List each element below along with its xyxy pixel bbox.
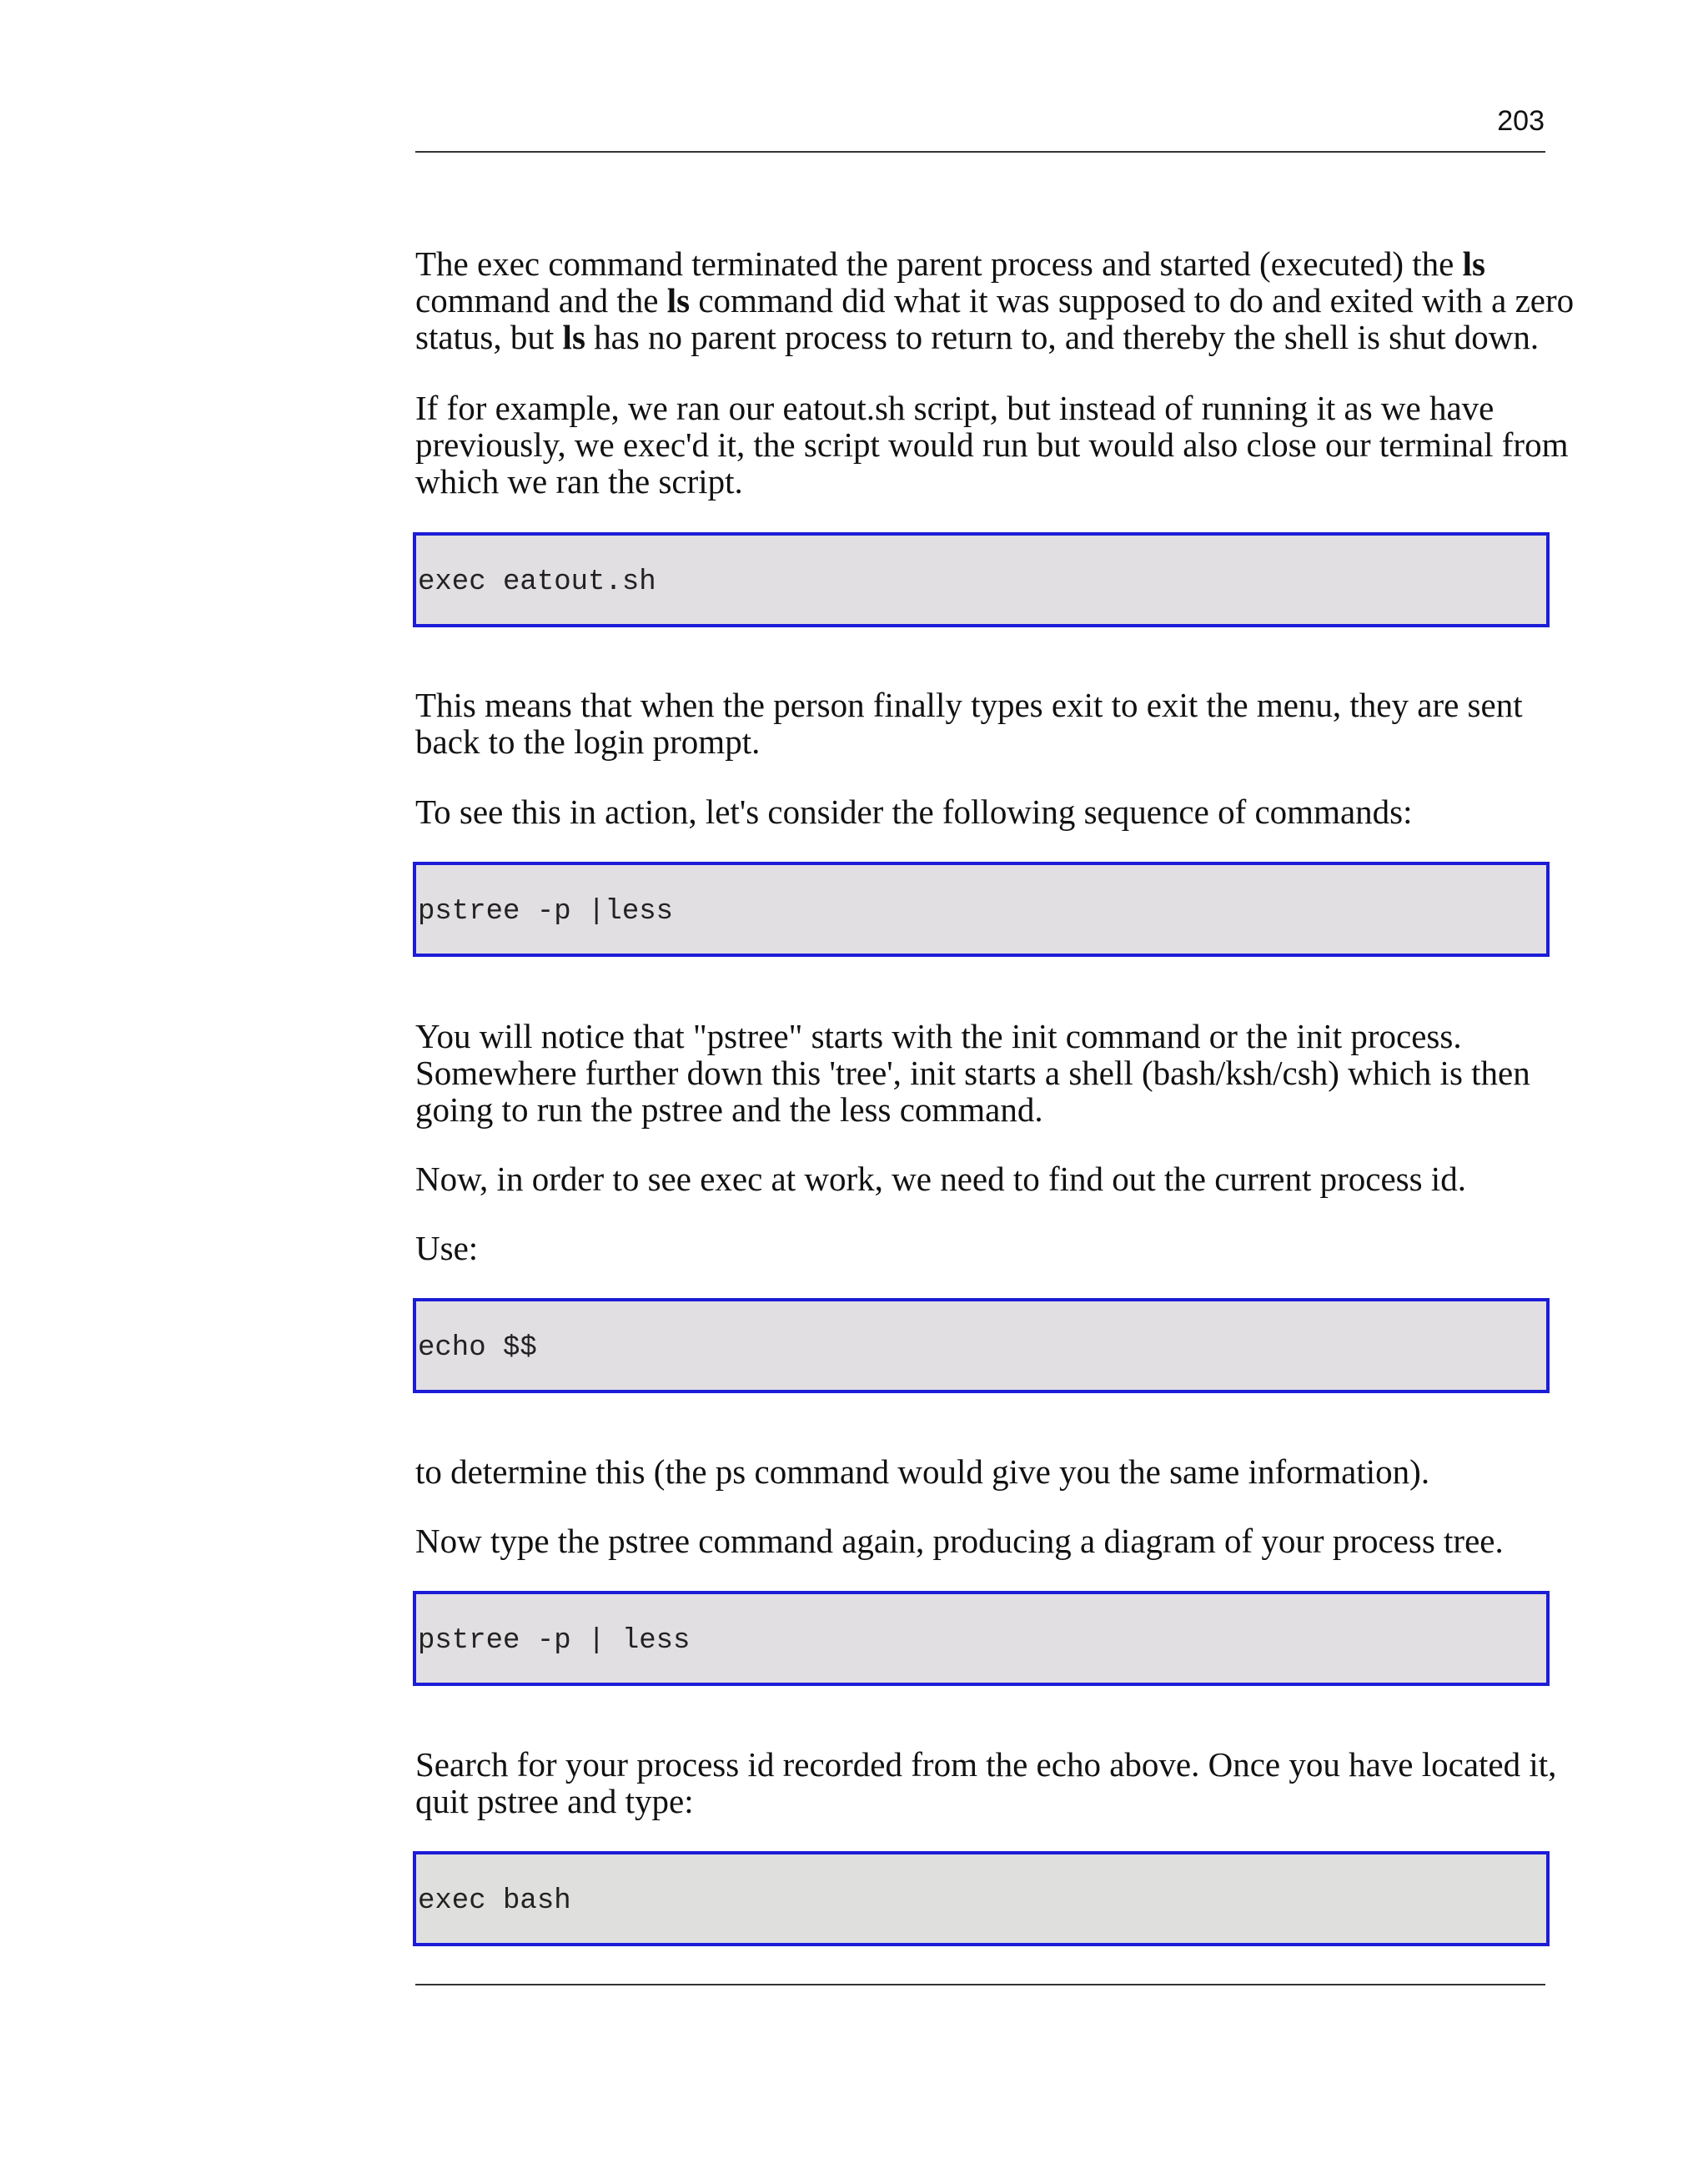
text-line: previously, we exec'd it, the script would run but would also close our terminal from — [415, 425, 1569, 464]
text-line: This means that when the person finally types exit to exit the menu, they are sent — [415, 686, 1523, 724]
footer-rule — [415, 1984, 1545, 1985]
text-line: which we ran the script. — [415, 462, 743, 501]
page-number: 203 — [1497, 105, 1545, 137]
paragraph-login-prompt — [415, 687, 1550, 760]
text-line: Now type the pstree command again, producing a diagram of your process tree. — [415, 1522, 1504, 1560]
code-block-exec-bash — [413, 1851, 1550, 1946]
code-block-pstree-less-2 — [413, 1591, 1550, 1686]
text-line: If for example, we ran our eatout.sh script, but instead of running it as we have — [415, 389, 1494, 427]
text-line: status, but ls has no parent process to return to, and thereby the shell is shut down. — [415, 318, 1540, 356]
text-line: You will notice that "pstree" starts with the init command or the init process. — [415, 1017, 1462, 1055]
text-line: command and the ls command did what it was supposed to do and exited with a zero — [415, 281, 1575, 320]
text-line: Search for your process id recorded from the echo above. Once you have located it, — [415, 1745, 1557, 1784]
paragraph-type-pstree-again — [415, 1522, 1550, 1559]
text-line: Somewhere further down this 'tree', init starts a shell (bash/ksh/csh) which is then — [415, 1054, 1530, 1092]
text-line: Use: — [415, 1229, 479, 1267]
code-block-exec-eatout — [413, 532, 1550, 627]
text-line: quit pstree and type: — [415, 1782, 694, 1820]
paragraph-exec-explanation — [415, 244, 1575, 356]
text-line: back to the login prompt. — [415, 722, 761, 761]
text-line: To see this in action, let's consider the following sequence of commands: — [415, 793, 1413, 831]
code-text: pstree -p | less — [418, 1625, 691, 1657]
code-block-pstree-less — [413, 862, 1550, 957]
ls-command-bold: ls — [562, 318, 585, 356]
text-line: going to run the pstree and the less command. — [415, 1090, 1043, 1129]
code-text: exec eatout.sh — [418, 566, 656, 598]
paragraph-eatout-example — [415, 389, 1569, 501]
ls-command-bold: ls — [1462, 244, 1485, 283]
text-line: Now, in order to see exec at work, we need to find out the current process id. — [415, 1160, 1466, 1198]
paragraph-determine — [415, 1453, 1550, 1490]
paragraph-see-in-action — [415, 793, 1550, 830]
text-line: to determine this (the ps command would give you the same information). — [415, 1452, 1430, 1491]
ls-command-bold: ls — [666, 281, 691, 320]
paragraph-find-process-id — [415, 1160, 1550, 1197]
paragraph-use — [415, 1230, 1550, 1266]
header-rule — [415, 151, 1545, 153]
code-text: exec bash — [418, 1885, 571, 1917]
code-block-echo-pid — [413, 1298, 1550, 1393]
paragraph-pstree-init — [415, 1018, 1550, 1128]
text-line: The exec command terminated the parent process and started (executed) the ls — [415, 244, 1485, 283]
paragraph-search-process-id — [415, 1745, 1557, 1820]
code-text: echo $$ — [418, 1332, 537, 1364]
code-text: pstree -p |less — [418, 896, 674, 928]
